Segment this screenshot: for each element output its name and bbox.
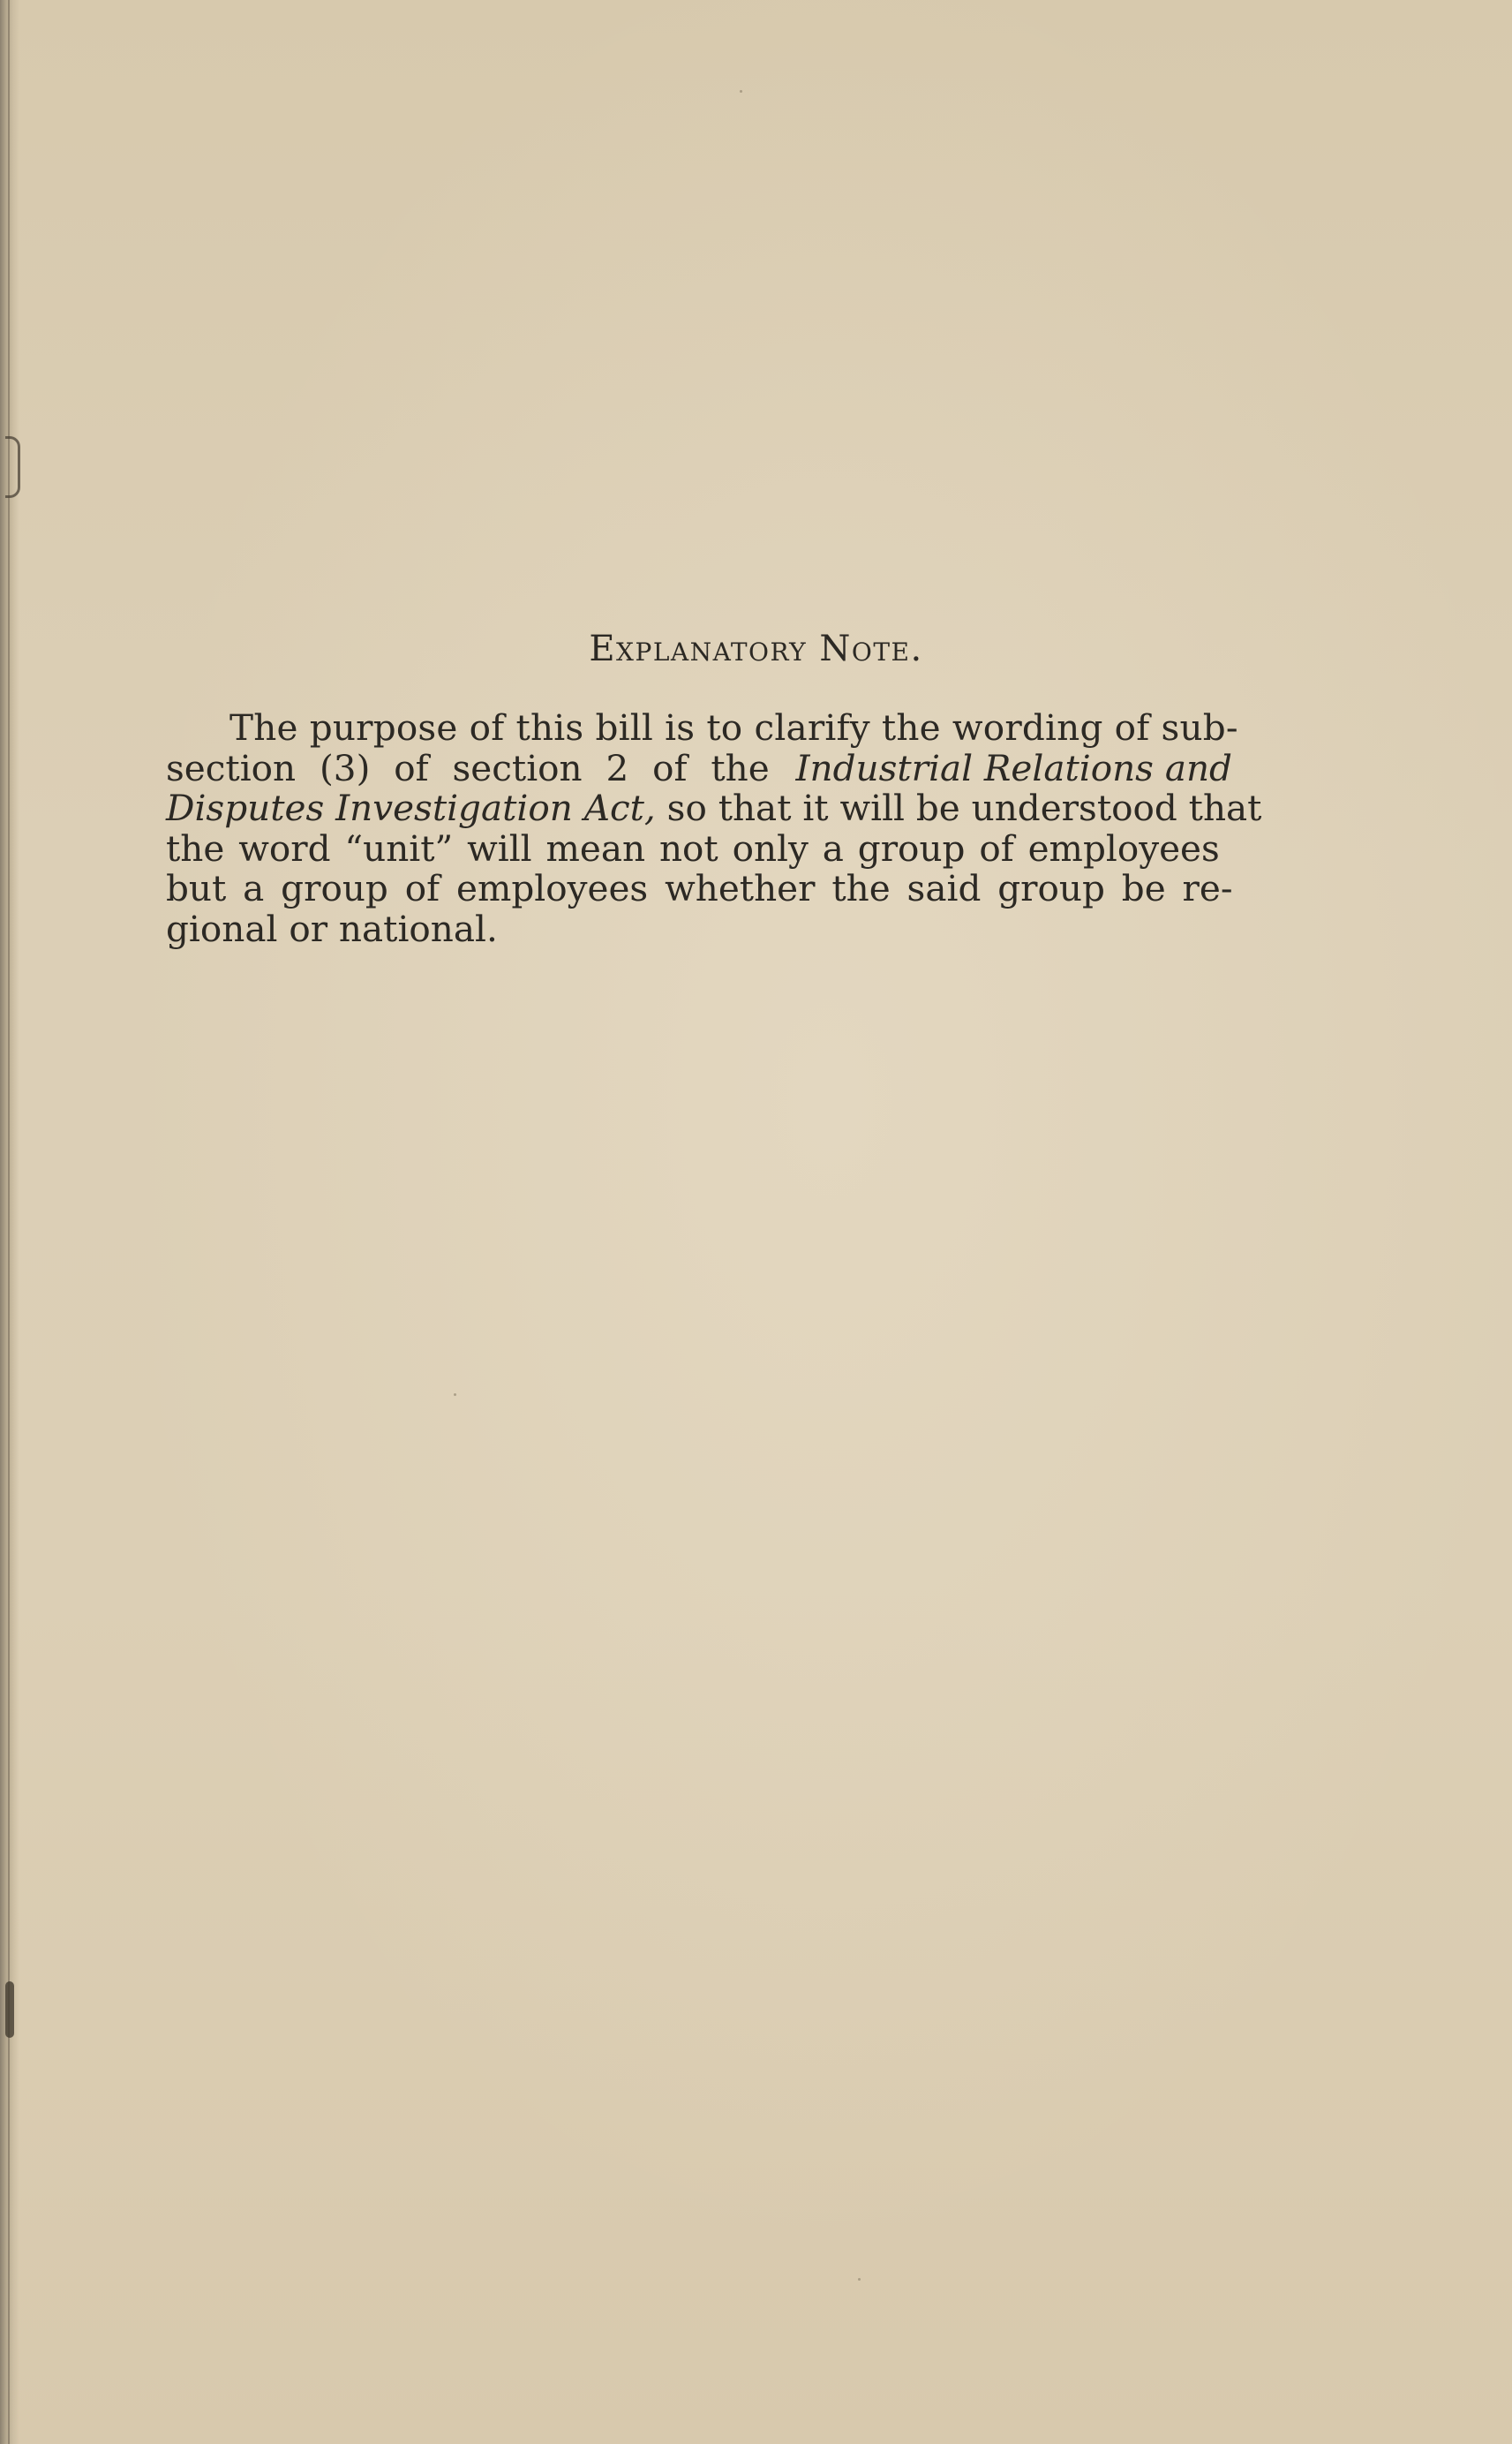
paragraph-line-4-text: the word “unit” will mean not only a group of employees	[166, 826, 1220, 870]
act-name-part-1: Industrial Relations and	[795, 746, 1232, 789]
staple-top	[5, 436, 20, 498]
paragraph-line-2-text: section (3) of section 2 of the	[166, 746, 794, 789]
explanatory-note-paragraph	[166, 706, 1262, 950]
paragraph-line-1	[166, 706, 1238, 749]
paper-speck	[740, 90, 742, 93]
paragraph-line-6	[166, 909, 1232, 950]
paragraph-line-1-text: The purpose of this bill is to clarify the wording of sub-	[229, 706, 1238, 749]
explanatory-note-heading: Explanatory Note.	[589, 629, 923, 669]
staple-bottom	[5, 1981, 14, 2038]
paragraph-line-4	[166, 826, 1232, 870]
binding-edge	[0, 0, 19, 2444]
act-name-part-2: Disputes Investigation Act,	[166, 787, 656, 829]
paragraph-line-5	[166, 869, 1232, 909]
binding-line	[8, 0, 10, 2444]
paragraph-line-3	[166, 787, 1262, 829]
paper-speck	[454, 1393, 456, 1396]
paper-speck	[858, 2278, 861, 2281]
paragraph-line-5-text: but a group of employees whether the said group be re-	[166, 867, 1233, 909]
paragraph-line-3-text: so that it will be understood that	[655, 787, 1262, 829]
paragraph-line-2	[166, 746, 1232, 789]
paragraph-line-6-text: gional or national.	[166, 907, 498, 950]
